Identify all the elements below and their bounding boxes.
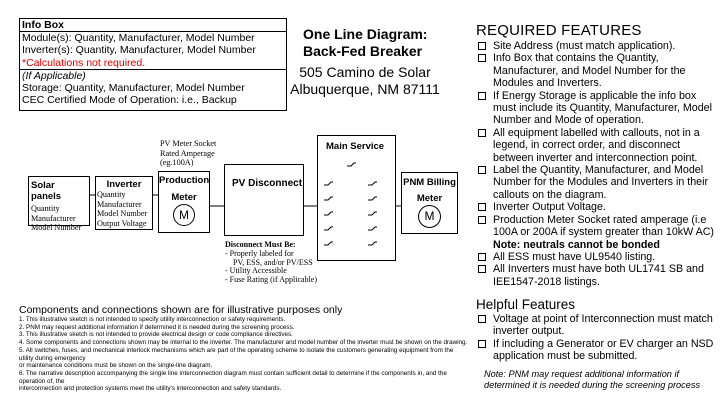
checkbox-icon xyxy=(478,129,486,137)
diagram-title-line2: Back-Fed Breaker xyxy=(303,43,423,59)
breaker-symbol-l2 xyxy=(324,197,333,200)
main-breaker-symbol xyxy=(347,163,356,166)
required-item-text: All ESS must have UL9540 listing. xyxy=(493,250,656,263)
breaker-symbol-r2 xyxy=(368,197,377,200)
disconnect-notes-title: Disconnect Must Be: xyxy=(225,240,296,249)
required-item-text: Info Box that contains the Quantity, Manufacturer, and Model Number for the Modules and Inverters. xyxy=(493,52,686,90)
list-item: or maintenance conditions must be shown on the single-line diagram. xyxy=(19,362,213,370)
inverter-model: Model Number xyxy=(97,209,148,219)
breaker-symbol-r5 xyxy=(368,242,377,245)
pv-meter-socket-note xyxy=(160,139,216,168)
pnm-billing-meter-symbol: M xyxy=(418,205,441,228)
required-item-text: Inverter Output Voltage. xyxy=(493,201,606,214)
checkbox-icon xyxy=(478,265,486,273)
helpful-item-text: Voltage at point of Interconnection must match inverter output. xyxy=(493,313,713,338)
list-item: 3. This illustrative sketch is not intended to provide electrical design or code compliance directives. xyxy=(19,331,293,339)
socket-note-line2: Rated Amperage xyxy=(160,148,215,158)
site-address-line1: 505 Camino de Solar xyxy=(299,64,431,80)
inverter-box xyxy=(95,176,153,230)
list-item xyxy=(477,127,720,164)
pv-disconnect-box xyxy=(224,164,304,236)
helpful-item-text: If including a Generator or EV charger an NSD application must be submitted. xyxy=(493,337,714,363)
breaker-symbol-r4 xyxy=(368,227,377,230)
list-item xyxy=(477,201,720,213)
info-box-storage: Storage: Quantity, Manufacturer, Model Number xyxy=(22,82,245,95)
site-address-line2: Albuquerque, NM 87111 xyxy=(290,81,440,97)
pv-disconnect-title: PV Disconnect xyxy=(232,178,303,189)
breaker-symbol-l1 xyxy=(324,182,333,185)
breaker-symbol-l5 xyxy=(324,242,333,245)
list-item xyxy=(477,90,720,127)
checkbox-icon xyxy=(478,166,486,174)
checkbox-icon xyxy=(478,216,486,224)
required-item-text: Site Address (must match application). xyxy=(493,40,676,52)
checkbox-icon xyxy=(478,92,486,100)
breaker-symbol-l4 xyxy=(324,227,333,230)
list-item: 5. All switches, fuses, and mechanical interlock mechanisms which are part of the operating scheme to isolate the customers generating equipment from the utility during emergency xyxy=(19,346,454,362)
checkbox-icon xyxy=(478,315,486,323)
required-item-text: If Energy Storage is applicable the info box must include its Quantity, Manufacturer, Model Number and Mode of operation. xyxy=(493,89,712,127)
list-item: 6. The narrative description accompanying the single line interconnection diagram must contain sufficient detail to determine if the components in, and the operation of, the xyxy=(19,369,447,385)
required-item-text: All equipment labelled with callouts, not in a legend, in correct order, and disconnect between inverter and interconnection point. xyxy=(493,126,700,164)
socket-note-line1: PV Meter Socket xyxy=(160,139,217,148)
socket-note-line3: (eg.100A) xyxy=(160,158,194,168)
required-features-list xyxy=(477,40,720,288)
main-service-title: Main Service xyxy=(326,141,385,152)
main-service-breaker-art xyxy=(317,135,396,261)
helpful-features-list xyxy=(477,313,720,363)
checkbox-icon xyxy=(478,54,486,62)
list-item xyxy=(477,263,720,288)
list-item: 4. Some components and connections shown may be internal to the inverter. The manufacturer and model number of the inverter must be shown on the drawing. xyxy=(19,339,468,347)
info-box-title: Info Box xyxy=(20,19,286,32)
info-box-calculations: *Calculations not required. xyxy=(22,56,146,69)
breaker-symbol-l3 xyxy=(324,212,333,215)
inverter-qty: Quantity xyxy=(97,190,126,199)
list-item xyxy=(477,251,720,263)
checkbox-icon xyxy=(478,253,486,261)
helpful-features-title: Helpful Features xyxy=(476,297,576,312)
solar-panels-qty: Quantity xyxy=(31,204,60,213)
solar-panels-mfr: Manufacturer xyxy=(31,213,76,223)
diagram-title-line1: One Line Diagram: xyxy=(303,26,428,42)
neutrals-note: Note: neutrals cannot be bonded xyxy=(493,238,660,251)
checkbox-icon xyxy=(478,203,486,211)
info-box-inverters: Inverter(s): Quantity, Manufacturer, Model Number xyxy=(22,44,256,57)
info-box-mode: CEC Certified Mode of Operation: i.e., Backup xyxy=(22,94,237,107)
required-item-text: Label the Quantity, Manufacturer, and Model Number for the Modules and Inverters in their callouts on the diagram. xyxy=(493,164,709,201)
production-meter-title: Production xyxy=(159,175,210,186)
pnm-billing-title: PNM Billing xyxy=(403,177,456,188)
breaker-symbol-r1 xyxy=(368,182,377,185)
required-item-text: All Inverters must have both UL1741 SB and IEE1547-2018 listings. xyxy=(493,263,704,288)
inverter-title: Inverter xyxy=(106,179,142,190)
checkbox-icon xyxy=(478,42,486,50)
components-heading: Components and connections shown are for illustrative purposes only xyxy=(19,304,343,316)
disconnect-note-1: - Properly labeled for xyxy=(225,248,294,258)
info-box-modules: Module(s): Quantity, Manufacturer, Model Number xyxy=(22,32,255,45)
info-box-if-applicable: (If Applicable) xyxy=(20,69,286,82)
list-item: 1. This illustrative sketch is not intended to specify utility interconnection or safety requirements. xyxy=(19,316,286,323)
disconnect-note-2: PV, ESS, and/or PV/ESS xyxy=(233,257,313,267)
pnm-note: Note: PNM may request additional information if determined it is needed during the screening process xyxy=(484,369,701,390)
solar-panels-title: Solar panels xyxy=(31,180,62,202)
checkbox-icon xyxy=(478,340,486,348)
list-item: interconnection and protection systems meet the utility's interconnection and safety standards. xyxy=(19,385,282,393)
components-notes-list xyxy=(19,316,469,393)
list-item xyxy=(477,313,720,338)
breaker-symbol-r3 xyxy=(368,212,377,215)
list-item xyxy=(477,164,720,201)
inverter-voltage: Output Voltage xyxy=(97,218,147,228)
inverter-mfr: Manufacturer xyxy=(97,199,142,209)
pnm-billing-subtitle: Meter xyxy=(416,193,443,204)
disconnect-notes xyxy=(225,241,317,285)
disconnect-note-3: - Utility Accessible xyxy=(225,266,287,276)
list-item xyxy=(477,214,720,251)
list-item xyxy=(477,40,720,52)
list-item xyxy=(477,338,720,363)
solar-panels-box xyxy=(28,176,90,233)
list-item xyxy=(477,52,720,89)
production-meter-subtitle: Meter xyxy=(171,192,197,203)
production-meter-symbol: M xyxy=(173,204,195,226)
required-item-text: Production Meter Socket rated amperage (i.e 100A or 200A if system greater than 10kW AC) xyxy=(493,213,714,239)
solar-panels-model: Model Number xyxy=(31,223,82,233)
required-features-title: REQUIRED FEATURES xyxy=(476,22,642,39)
list-item: 2. PNM may request additional information if determined it is needed during the screening process. xyxy=(19,323,295,331)
disconnect-note-4: - Fuse Rating (if Applicable) xyxy=(225,275,317,285)
